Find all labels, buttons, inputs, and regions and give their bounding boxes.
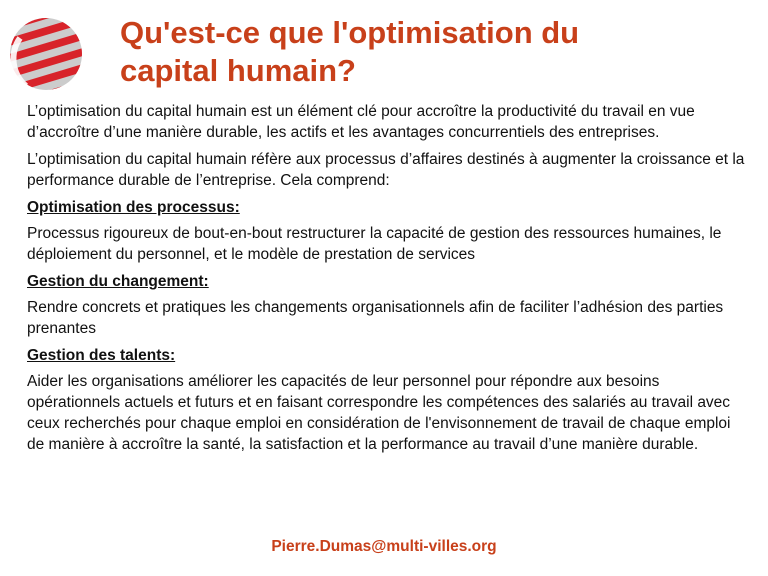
- section-heading-talents: Gestion des talents:: [27, 347, 176, 364]
- intro-paragraph-2: L’optimisation du capital humain réfère aux processus d’affaires destinés à augmenter la croissance et la performance durable de l’entreprise. Cela comprend:: [27, 151, 745, 189]
- footer-email: Pierre.Dumas@multi-villes.org: [271, 538, 497, 555]
- logo-icon: [6, 12, 90, 96]
- section-text-talents: Aider les organisations améliorer les capacités de leur personnel pour répondre aux besoins opérationnels actuels et futurs et en faisant correspondre les compétences des salariés au travail avec ceux recherchés pour chaque emploi en considération de l'envisonnement de travail de chaque emploi de manière à accroître la santé, la satisfaction et la performance au travail d’une manière durable.: [27, 373, 731, 453]
- page-title: [120, 14, 579, 90]
- section-text-change: Rendre concrets et pratiques les changements organisationnels afin de faciliter l’adhésion des parties prenantes: [27, 299, 724, 337]
- slide-body: [27, 101, 747, 461]
- section-heading-change: Gestion du changement:: [27, 273, 209, 290]
- title-line-2: capital humain?: [120, 53, 356, 88]
- section-heading-processes: Optimisation des processus:: [27, 199, 240, 216]
- section-text-processes: Processus rigoureux de bout-en-bout restructurer la capacité de gestion des ressources humaines, le déploiement du personnel, et le modèle de prestation de services: [27, 225, 722, 263]
- intro-paragraph-1: L’optimisation du capital humain est un élément clé pour accroître la productivité du travail en vue d’accroître d’une manière durable, les actifs et les avantages concurrentiels des entreprises.: [27, 103, 695, 141]
- title-line-1: Qu'est-ce que l'optimisation du: [120, 15, 580, 50]
